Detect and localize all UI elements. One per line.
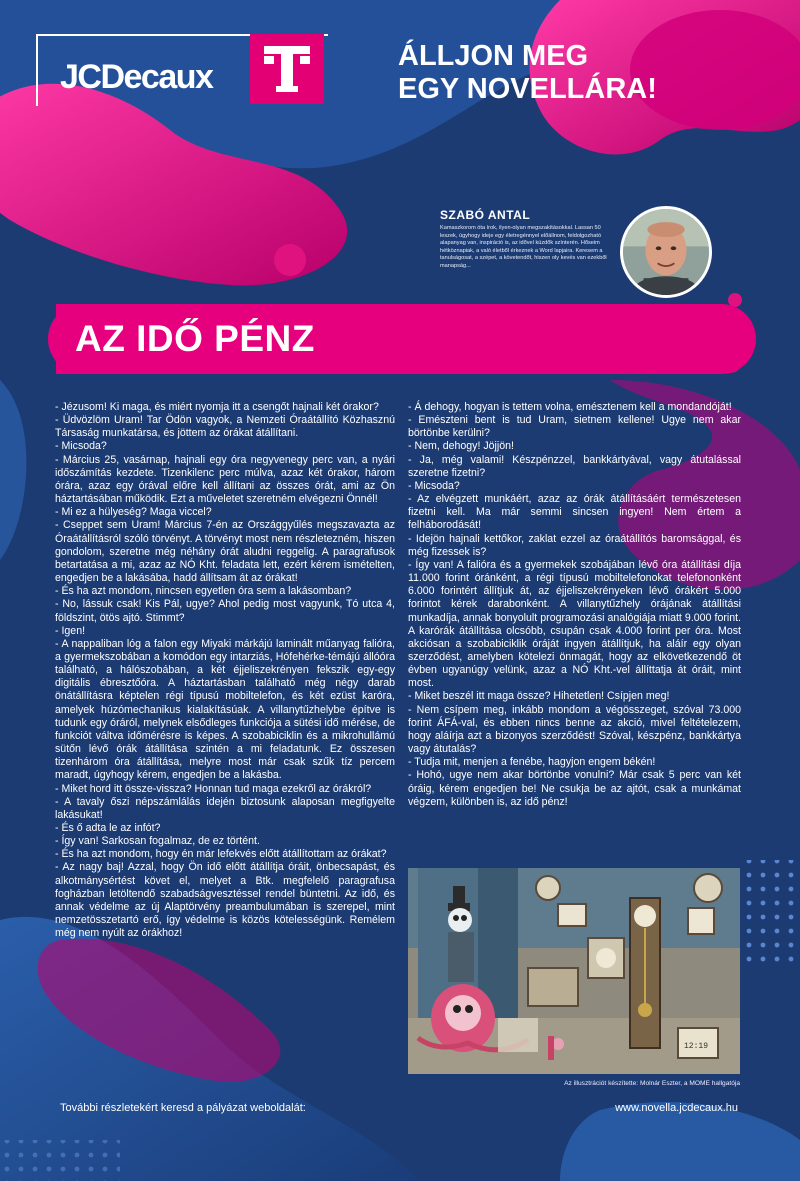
illustration-caption: Az illusztrációt készítette: Molnár Eszter, a MOME hallgatója [564, 1080, 740, 1087]
illustration-clock-label: 12:19 [684, 1042, 709, 1051]
story-paragraph: - Tudja mit, menjen a fenébe, hagyjon engem békén! [408, 756, 656, 769]
story-paragraph: - Idejön hajnali kettőkor, zaklat ezzel az óraátállítós baromsággal, és még fizessek is? [408, 532, 741, 558]
footer-info-text: További részletekért keresd a pályázat weboldalát: [60, 1102, 306, 1114]
story-column-left [55, 401, 395, 940]
story-paragraph: - Á dehogy, hogyan is tettem volna, emésztenem kell a mondandóját! [408, 401, 732, 413]
story-paragraph: - Így van! Sarkosan fogalmaz, de ez történt. [55, 835, 260, 848]
story-paragraph: - Cseppet sem Uram! Március 7-én az Országgyűlés megszavazta az Óraátállításról szóló törvényt. A törvényt most nem részletezném, hiszen gondolom, szeretne még néhány órát aludni reggelig. A paragrafusok betartatása a mi, azaz az NÓ Kht. feladata lett, ezért kérem ismételten, engedjen be a lakásába, hadd állítsam át az órákat! [55, 519, 395, 585]
story-paragraph: - Micsoda? [408, 479, 460, 492]
jcdecaux-logo: JCDecaux [60, 58, 213, 96]
story-paragraph: - Micsoda? [55, 440, 107, 453]
dot-pattern-bottom-left [0, 1140, 120, 1181]
story-paragraph: - Így van! A falióra és a gyermekek szobájában lévő óra átállítási díja 11.000 forint óránként, a régi típusú mobiltelefonokat telefononként 6.000 forintért állítjuk át, az éjjeliszekrényeken lévő órákért 5.000 forintot kérek darabonként. A villanytűzhely órájának átállítási munkadíja, annak bonyolult programozási analógiája miatt 9.000 forint. A karórák átállítása olcsóbb, csupán csak 4.000 forint per óra. Most akciósan a szobabiciklik óráját ingyen átállítjuk, ha aláír egy olyan szerződést, amelyben kötelezi önmagát, hogy az elkövetkezendő öt évben ugyanúgy velünk, azaz a NÓ Kht.-vel állíttatja át óráit, mint most. [408, 558, 741, 690]
story-paragraph: - Március 25, vasárnap, hajnali egy óra negyvenegy perc van, a nyári időszámítás kezdete. Tizenkilenc perc múlva, azaz két órakor, három órára, azaz egy órával előre kell állítani az összes órát, ami az Ön háztartásában működik. Ezt a műveletet szeretném elvégezni Önnél! [55, 453, 395, 506]
story-paragraph: - Jézusom! Ki maga, és miért nyomja itt a csengőt hajnali két órakor? [55, 401, 379, 413]
story-paragraph: - Az elvégzett munkáért, azaz az órák átállításáért természetesen fizetni kell. Ma már semmi sincsen ingyen! Nem értem a felháborodását! [408, 493, 741, 532]
story-paragraph: - És ha azt mondom, hogy én már lefekvés előtt átállítottam az órákat? [55, 848, 387, 861]
story-illustration [408, 868, 740, 1074]
author-info [440, 208, 618, 270]
campaign-headline [398, 40, 718, 106]
story-paragraph: - Igen! [55, 624, 86, 637]
story-column-right [408, 401, 741, 809]
author-name: SZABÓ ANTAL [440, 208, 531, 222]
story-paragraph: - Nem csípem meg, inkább mondom a végösszeget, szóval 73.000 forint ÁFÁ-val, és ebben nincs benne az akció, mivel feltételezem, hogy aláírja azt a bizonyos szerződést! Szóval, készpénz, bankkártya vagy átutalás? [408, 703, 741, 756]
story-paragraph: - Mi ez a hülyeség? Maga viccel? [55, 506, 212, 519]
story-title: AZ IDŐ PÉNZ [75, 318, 315, 359]
story-paragraph: - Hohó, ugye nem akar börtönbe vonulni? Már csak 5 perc van két óráig, kérem engedjen be! Ne csukja be az ajtót, csak a munkámat végzem, különben is, az idő pénz! [408, 769, 741, 808]
author-photo [620, 206, 712, 298]
story-paragraph: - Miket beszél itt maga össze? Hihetetlen! Csípjen meg! [408, 690, 670, 703]
headline-line-1: ÁLLJON MEG [398, 40, 589, 72]
footer-website-link[interactable]: www.novella.jcdecaux.hu [615, 1102, 738, 1114]
headline-line-2: EGY NOVELLÁRA! [398, 73, 657, 105]
story-paragraph: - Az nagy baj! Azzal, hogy Ön idő előtt átállítja óráit, önbecsapást, és alkotmánysértést követ el, melyet a Btk. megfelelő paragrafusa fogházban letöltendő szabadságvesztéssel rendel büntetni. Az idő, és annak védelme az új Alaptörvény preambulumában is szerepel, mint nemzetösszetartó erő, így védelme is közös kötelességünk. Remélem még nem nyúlt az órákhoz! [55, 861, 395, 940]
telekom-logo [250, 34, 324, 104]
story-paragraph: - És ha azt mondom, nincsen egyetlen óra sem a lakásomban? [55, 585, 352, 598]
dot-pattern-right [745, 860, 800, 970]
story-paragraph: - Ja, még valami! Készpénzzel, bankkártyával, vagy átutalással szeretne fizetni? [408, 453, 741, 479]
author-bio: Kamaszkorom óta írok, ilyen-olyan megszakításokkal. Lassan 50 leszek, úgyhogy ideje egy életregénnyel előállnom, feldolgozható alapanyag van, inspiráció is, az idővel küzdők színterén. Hőseim hétköznapiak, a való életből érkeznek a Word lapjaira. Keresem a tanulságosat, a szépet, a követendőt, hiszen oly kevés van ezekből manapság... [440, 225, 607, 269]
story-paragraph: - A nappaliban lóg a falon egy Miyaki márkájú laminált műanyag falióra, a gyermekszobában a komódon egy intarziás, Hófehérke-témájú állóóra található, a hálószobában, a két éjjeliszekrényen fekszik egy-egy digitális ébresztőóra. A háztartásban található még négy darab önátállításra képtelen régi típusú mobiltelefon, és két ezüst karóra, amelyek húzómechanikus kialakításúak. A villanytűzhelybe építve is tudunk egy óráról, melynek elsődleges funkciója a sütési idő mérése, de funkciót váltva időmérésre is képes. A szobabiciklin és a mikrohullámú sütőn lévő órák átállítása szintén a mi feladatunk. Ez összesen tizenhárom óra átállítása, melyre most már csak szűk tíz percem maradt, úgyhogy kérem, engedjen be a lakásba. [55, 637, 395, 782]
story-paragraph: - Emészteni bent is tud Uram, sietnem kellene! Ugye nem akar börtönbe kerülni? [408, 414, 741, 440]
story-paragraph: - Miket hord itt össze-vissza? Honnan tud maga ezekről az órákról? [55, 782, 372, 795]
story-paragraph: - No, lássuk csak! Kis Pál, ugye? Ahol pedig most vagyunk, Tó utca 4, földszint, ötös ajtó. Stimmt? [55, 598, 395, 624]
story-paragraph: - A tavaly őszi népszámlálás idején biztosunk alaposan megfigyelte lakásukat! [55, 795, 395, 821]
story-paragraph: - És ő adta le az infót? [55, 822, 161, 834]
story-paragraph: - Nem, dehogy! Jöjjön! [408, 440, 514, 453]
story-paragraph: - Üdvözlöm Uram! Tar Ödön vagyok, a Nemzeti Óraátállító Közhasznú Társaság munkatársa, és jöttem az órákat átállítani. [55, 414, 395, 440]
